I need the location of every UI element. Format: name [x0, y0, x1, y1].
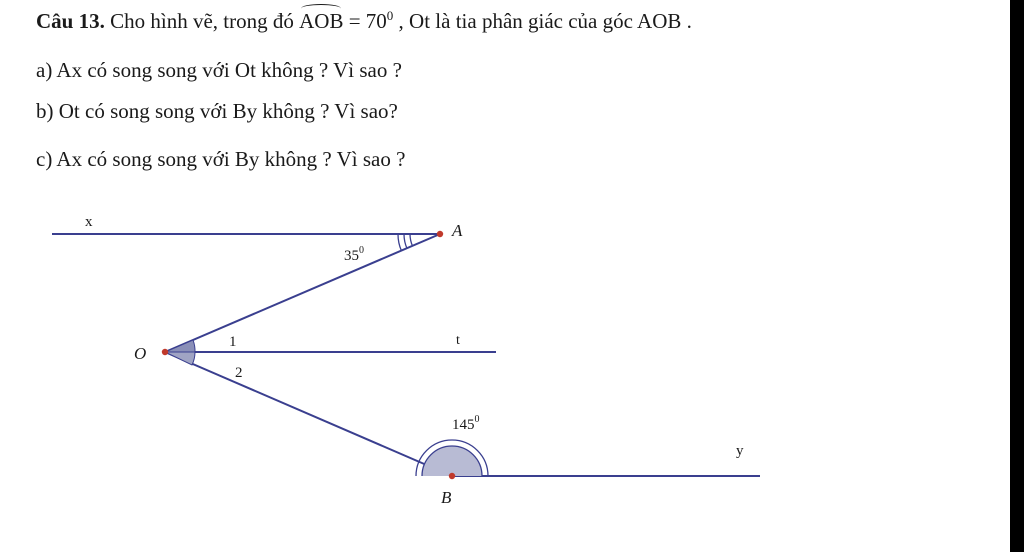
label-angle-1: 1: [229, 334, 237, 350]
question-stem-start: Cho hình vẽ, trong đó: [104, 9, 300, 33]
segment-oa: [165, 234, 440, 352]
segment-ob: [165, 352, 452, 476]
point-o: [162, 349, 168, 355]
part-c: c) Ax có song song với By không ? Vì sao ?: [36, 147, 406, 171]
part-b: b) Ot có song song với By không ? Vì sao?: [36, 99, 398, 123]
angle-equation: = 70: [343, 9, 387, 33]
label-angle-2: 2: [235, 365, 243, 381]
angle-b-fill: [422, 446, 482, 476]
right-border: [1010, 0, 1024, 552]
point-a: [437, 231, 443, 237]
label-angle-a-value: $35^0$: [344, 245, 364, 264]
degree-superscript: 0: [386, 8, 394, 23]
angle-aob-symbol: AOB: [299, 9, 344, 33]
label-angle-b-value: $145^0$: [452, 414, 480, 433]
label-t: t: [456, 333, 460, 348]
label-o: O: [134, 344, 147, 363]
angle-o1-mark: [165, 340, 195, 352]
angle-o2-mark: [165, 352, 195, 365]
label-y: y: [736, 443, 744, 459]
label-a: A: [452, 221, 463, 240]
label-x: x: [85, 214, 93, 230]
question-number: Câu 13.: [36, 9, 105, 33]
point-b: [449, 473, 455, 479]
question-stem-end: , Ot là tia phân giác của góc AOB .: [393, 9, 692, 33]
label-b: B: [441, 488, 452, 507]
part-a: a) Ax có song song với Ot không ? Vì sao ?: [36, 58, 402, 82]
